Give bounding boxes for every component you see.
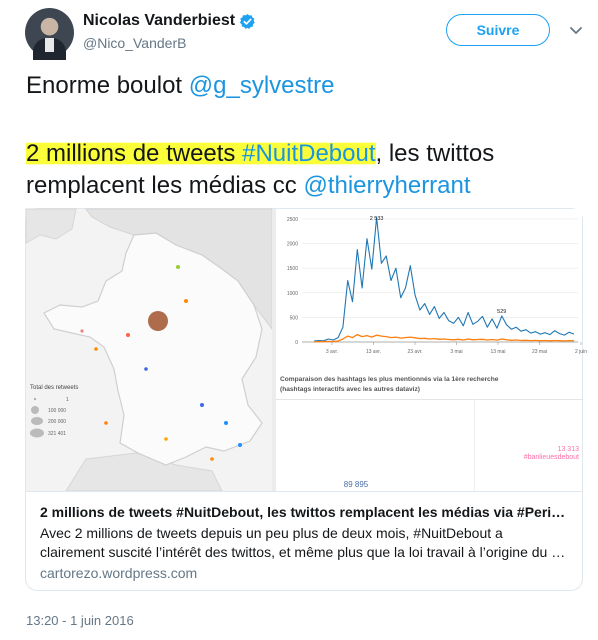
legend-value: 321 401 (48, 431, 67, 437)
mention-link[interactable]: @thierryherrant (303, 172, 471, 199)
map-dot (210, 457, 214, 461)
chart-caption-line-1: Comparaison des hashtags les plus mentionnés via la 1ère recherche (280, 376, 499, 383)
link-preview-card[interactable] (25, 208, 587, 591)
chart-annotation: 529 (497, 308, 507, 315)
legend-swatch (30, 429, 44, 438)
avatar[interactable] (25, 8, 74, 57)
user-handle[interactable]: @Nico_VanderB (83, 35, 187, 51)
tweet-timestamp[interactable]: 13:20 - 1 juin 2016 (26, 613, 134, 628)
card-description-line: clairement suscité l’intérêt des twittos, et même plus que la loi travail à l’origine du … (40, 544, 566, 560)
chart-y-tick-label: 2500 (286, 217, 298, 223)
verified-badge-icon (239, 13, 256, 30)
legend-swatch (31, 406, 39, 414)
stat-left-value: 89 895 (343, 480, 369, 489)
chart-series-line (314, 217, 574, 341)
tweet-text-segment: remplacent les médias cc (26, 172, 304, 199)
chart-y-tick-label: 0 (295, 340, 298, 346)
map-dot (94, 347, 98, 351)
card-url[interactable]: cartorezo.wordpress.com (40, 565, 198, 581)
chart-x-tick-label: 2 juin (575, 349, 587, 355)
legend-value: 1 (66, 397, 69, 403)
map-dot (164, 437, 168, 441)
map-dot (104, 421, 108, 425)
avatar-shirt (45, 38, 54, 52)
highlighted-text (26, 140, 376, 167)
legend-value: 100 000 (48, 408, 67, 414)
chart-x-tick-label: 23 avr. (407, 349, 423, 355)
tweet-line-1 (26, 70, 335, 102)
tweet-header (0, 0, 598, 60)
hashtag-link[interactable]: #NuitDebout (242, 140, 376, 167)
timeline-chart (287, 216, 587, 355)
card-title[interactable]: 2 millions de tweets #NuitDebout, les twittos remplacent les médias via #Peri… (40, 504, 566, 520)
card-image[interactable] (26, 209, 587, 491)
stat-right-value: 13 313 (557, 446, 579, 453)
map-dot-paris (148, 311, 168, 331)
map-legend-title: Total des retweets (30, 385, 79, 391)
map-dot (176, 265, 180, 269)
chart-x-tick-label: 23 mai (531, 349, 548, 355)
tweet-text-segment: 2 millions de tweets (26, 140, 243, 167)
tweet-text-segment: , les twittos (375, 140, 495, 167)
map-dot (80, 329, 83, 332)
hashtag-panel-column (474, 399, 475, 491)
map-dot (224, 421, 228, 425)
legend-swatch (31, 417, 43, 425)
map-dot (126, 333, 130, 337)
chart-series-line (314, 335, 574, 342)
map-dot (200, 403, 204, 407)
legend-swatch (34, 398, 36, 400)
chart-x-tick-label: 13 avr. (365, 349, 382, 355)
map-dot (238, 443, 242, 447)
tweet-line-3 (26, 170, 471, 202)
map-dot (184, 299, 188, 303)
follow-button[interactable]: Suivre (446, 14, 550, 46)
card-description (40, 524, 570, 562)
card-description-line: Avec 2 millions de tweets depuis un peu plus de deux mois, #NuitDebout a (40, 525, 503, 541)
stat-right-label: #banlieuesdebout (523, 454, 579, 461)
hashtag-panel-border (276, 399, 582, 400)
mention-link[interactable]: @g_sylvestre (188, 72, 335, 99)
chart-y-tick-label: 1500 (286, 266, 298, 273)
tweet-line-2 (26, 138, 494, 170)
card-image-graphic (26, 209, 587, 491)
display-name[interactable]: Nicolas Vanderbiest (83, 12, 236, 29)
panel-divider (272, 209, 276, 491)
tweet-text-segment: Enorme boulot (26, 72, 189, 99)
name-row (83, 11, 256, 31)
legend-value: 200 000 (48, 419, 67, 425)
chart-x-tick-label: 13 mai (490, 349, 506, 355)
map-dot (144, 367, 148, 371)
chart-caption-line-2: (hashtags interactifs avec les autres dataviz) (280, 386, 420, 393)
card-body[interactable] (26, 491, 582, 591)
chart-y-tick-label: 500 (289, 315, 298, 322)
chart-x-tick-label: 3 mai (450, 349, 463, 355)
chart-y-tick-label: 1000 (286, 290, 298, 297)
chart-annotation: 2 533 (369, 216, 384, 222)
chart-y-tick-label: 2000 (286, 241, 298, 248)
chevron-down-icon[interactable] (569, 26, 583, 36)
hashtag-panel (276, 399, 582, 491)
chart-x-tick-label: 3 avr. (325, 349, 339, 355)
